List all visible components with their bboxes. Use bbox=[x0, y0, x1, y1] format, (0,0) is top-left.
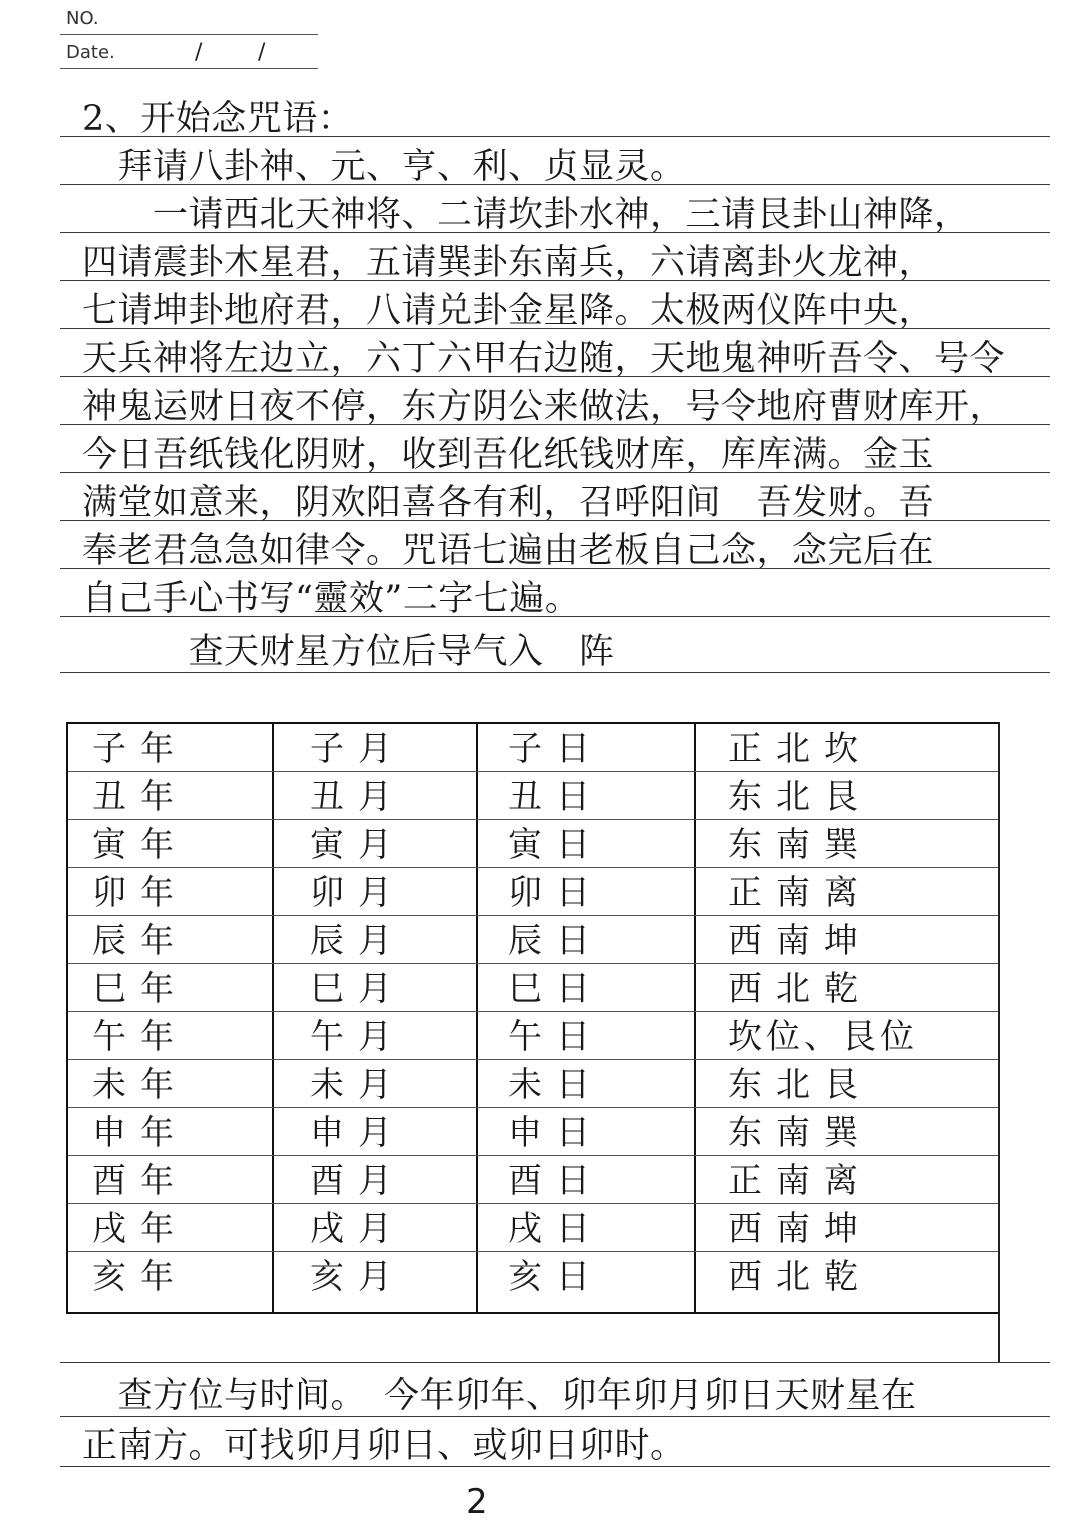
footer-line: 查方位与时间。 今年卯年、卯年卯月卯日天财星在 bbox=[82, 1376, 917, 1416]
day-cell: 辰日 bbox=[508, 921, 604, 961]
month-cell: 酉月 bbox=[310, 1161, 406, 1201]
month-cell: 辰月 bbox=[310, 921, 406, 961]
day-cell: 申日 bbox=[508, 1113, 604, 1153]
day-cell: 巳日 bbox=[508, 969, 604, 1009]
table-row bbox=[68, 1156, 998, 1204]
table-row bbox=[68, 1204, 998, 1252]
body-line: 拜请八卦神、元、亨、利、贞显灵。 bbox=[82, 147, 686, 187]
year-cell: 亥年 bbox=[92, 1257, 188, 1297]
direction-cell: 西南坤 bbox=[728, 921, 872, 961]
body-line: 七请坤卦地府君，八请兑卦金星降。太极两仪阵中央， bbox=[82, 291, 935, 331]
body-line: 自己手心书写“靈效”二字七遍。 bbox=[82, 579, 581, 619]
table-row bbox=[68, 1060, 998, 1108]
day-cell: 子日 bbox=[508, 729, 604, 769]
table-row bbox=[68, 916, 998, 964]
table-row bbox=[68, 724, 998, 772]
year-cell: 子年 bbox=[92, 729, 188, 769]
year-cell: 午年 bbox=[92, 1017, 188, 1057]
date-slash: / bbox=[258, 40, 266, 65]
year-cell: 丑年 bbox=[92, 777, 188, 817]
direction-cell: 正北坎 bbox=[728, 729, 872, 769]
direction-table bbox=[66, 722, 1000, 1314]
direction-cell: 东南巽 bbox=[728, 825, 872, 865]
year-cell: 卯年 bbox=[92, 873, 188, 913]
day-cell: 未日 bbox=[508, 1065, 604, 1105]
month-cell: 未月 bbox=[310, 1065, 406, 1105]
header-rule bbox=[60, 68, 318, 69]
year-cell: 巳年 bbox=[92, 969, 188, 1009]
table-row bbox=[68, 772, 998, 820]
month-cell: 午月 bbox=[310, 1017, 406, 1057]
year-cell: 申年 bbox=[92, 1113, 188, 1153]
month-cell: 寅月 bbox=[310, 825, 406, 865]
day-cell: 寅日 bbox=[508, 825, 604, 865]
year-cell: 戌年 bbox=[92, 1209, 188, 1249]
year-cell: 辰年 bbox=[92, 921, 188, 961]
ruled-line bbox=[60, 1362, 1050, 1363]
direction-cell: 正南离 bbox=[728, 1161, 872, 1201]
body-line: 一请西北天神将、二请坎卦水神，三请艮卦山神降， bbox=[82, 195, 970, 235]
table-row bbox=[68, 964, 998, 1012]
table-row bbox=[68, 1252, 998, 1300]
page-number: 2 bbox=[466, 1482, 488, 1522]
direction-cell: 东北艮 bbox=[728, 777, 872, 817]
body-line: 天兵神将左边立，六丁六甲右边随，天地鬼神听吾令、号令 bbox=[82, 339, 1006, 379]
direction-cell: 东南巽 bbox=[728, 1113, 872, 1153]
direction-cell: 东北艮 bbox=[728, 1065, 872, 1105]
direction-cell: 坎位、艮位 bbox=[728, 1017, 918, 1057]
day-cell: 午日 bbox=[508, 1017, 604, 1057]
body-line: 神鬼运财日夜不停，东方阴公来做法，号令地府曹财库开， bbox=[82, 387, 1006, 427]
date-label: Date. bbox=[66, 42, 115, 63]
body-line: 查天财星方位后导气入 阵 bbox=[82, 632, 615, 672]
year-cell: 未年 bbox=[92, 1065, 188, 1105]
table-row bbox=[68, 1012, 998, 1060]
month-cell: 卯月 bbox=[310, 873, 406, 913]
table-edge-line bbox=[998, 722, 1000, 1362]
day-cell: 丑日 bbox=[508, 777, 604, 817]
body-line: 奉老君急急如律令。咒语七遍由老板自己念，念完后在 bbox=[82, 531, 935, 571]
month-cell: 戌月 bbox=[310, 1209, 406, 1249]
direction-cell: 西南坤 bbox=[728, 1209, 872, 1249]
no-label: NO. bbox=[66, 8, 99, 29]
direction-cell: 西北乾 bbox=[728, 969, 872, 1009]
header-rule bbox=[60, 34, 318, 35]
body-line: 2、开始念咒语： bbox=[82, 99, 354, 139]
body-line: 满堂如意来，阴欢阳喜各有利，召呼阳间 吾发财。吾 bbox=[82, 483, 935, 523]
table-row bbox=[68, 1108, 998, 1156]
direction-cell: 正南离 bbox=[728, 873, 872, 913]
month-cell: 亥月 bbox=[310, 1257, 406, 1297]
body-line: 今日吾纸钱化阴财，收到吾化纸钱财库，库库满。金玉 bbox=[82, 435, 935, 475]
table-row bbox=[68, 820, 998, 868]
direction-cell: 西北乾 bbox=[728, 1257, 872, 1297]
year-cell: 酉年 bbox=[92, 1161, 188, 1201]
table-row bbox=[68, 868, 998, 916]
month-cell: 丑月 bbox=[310, 777, 406, 817]
year-cell: 寅年 bbox=[92, 825, 188, 865]
body-line: 四请震卦木星君，五请巽卦东南兵，六请离卦火龙神， bbox=[82, 243, 935, 283]
day-cell: 卯日 bbox=[508, 873, 604, 913]
date-slash: / bbox=[195, 40, 203, 65]
footer-line: 正南方。可找卯月卯日、或卯日卯时。 bbox=[82, 1426, 686, 1466]
day-cell: 戌日 bbox=[508, 1209, 604, 1249]
month-cell: 申月 bbox=[310, 1113, 406, 1153]
month-cell: 巳月 bbox=[310, 969, 406, 1009]
month-cell: 子月 bbox=[310, 729, 406, 769]
day-cell: 酉日 bbox=[508, 1161, 604, 1201]
day-cell: 亥日 bbox=[508, 1257, 604, 1297]
